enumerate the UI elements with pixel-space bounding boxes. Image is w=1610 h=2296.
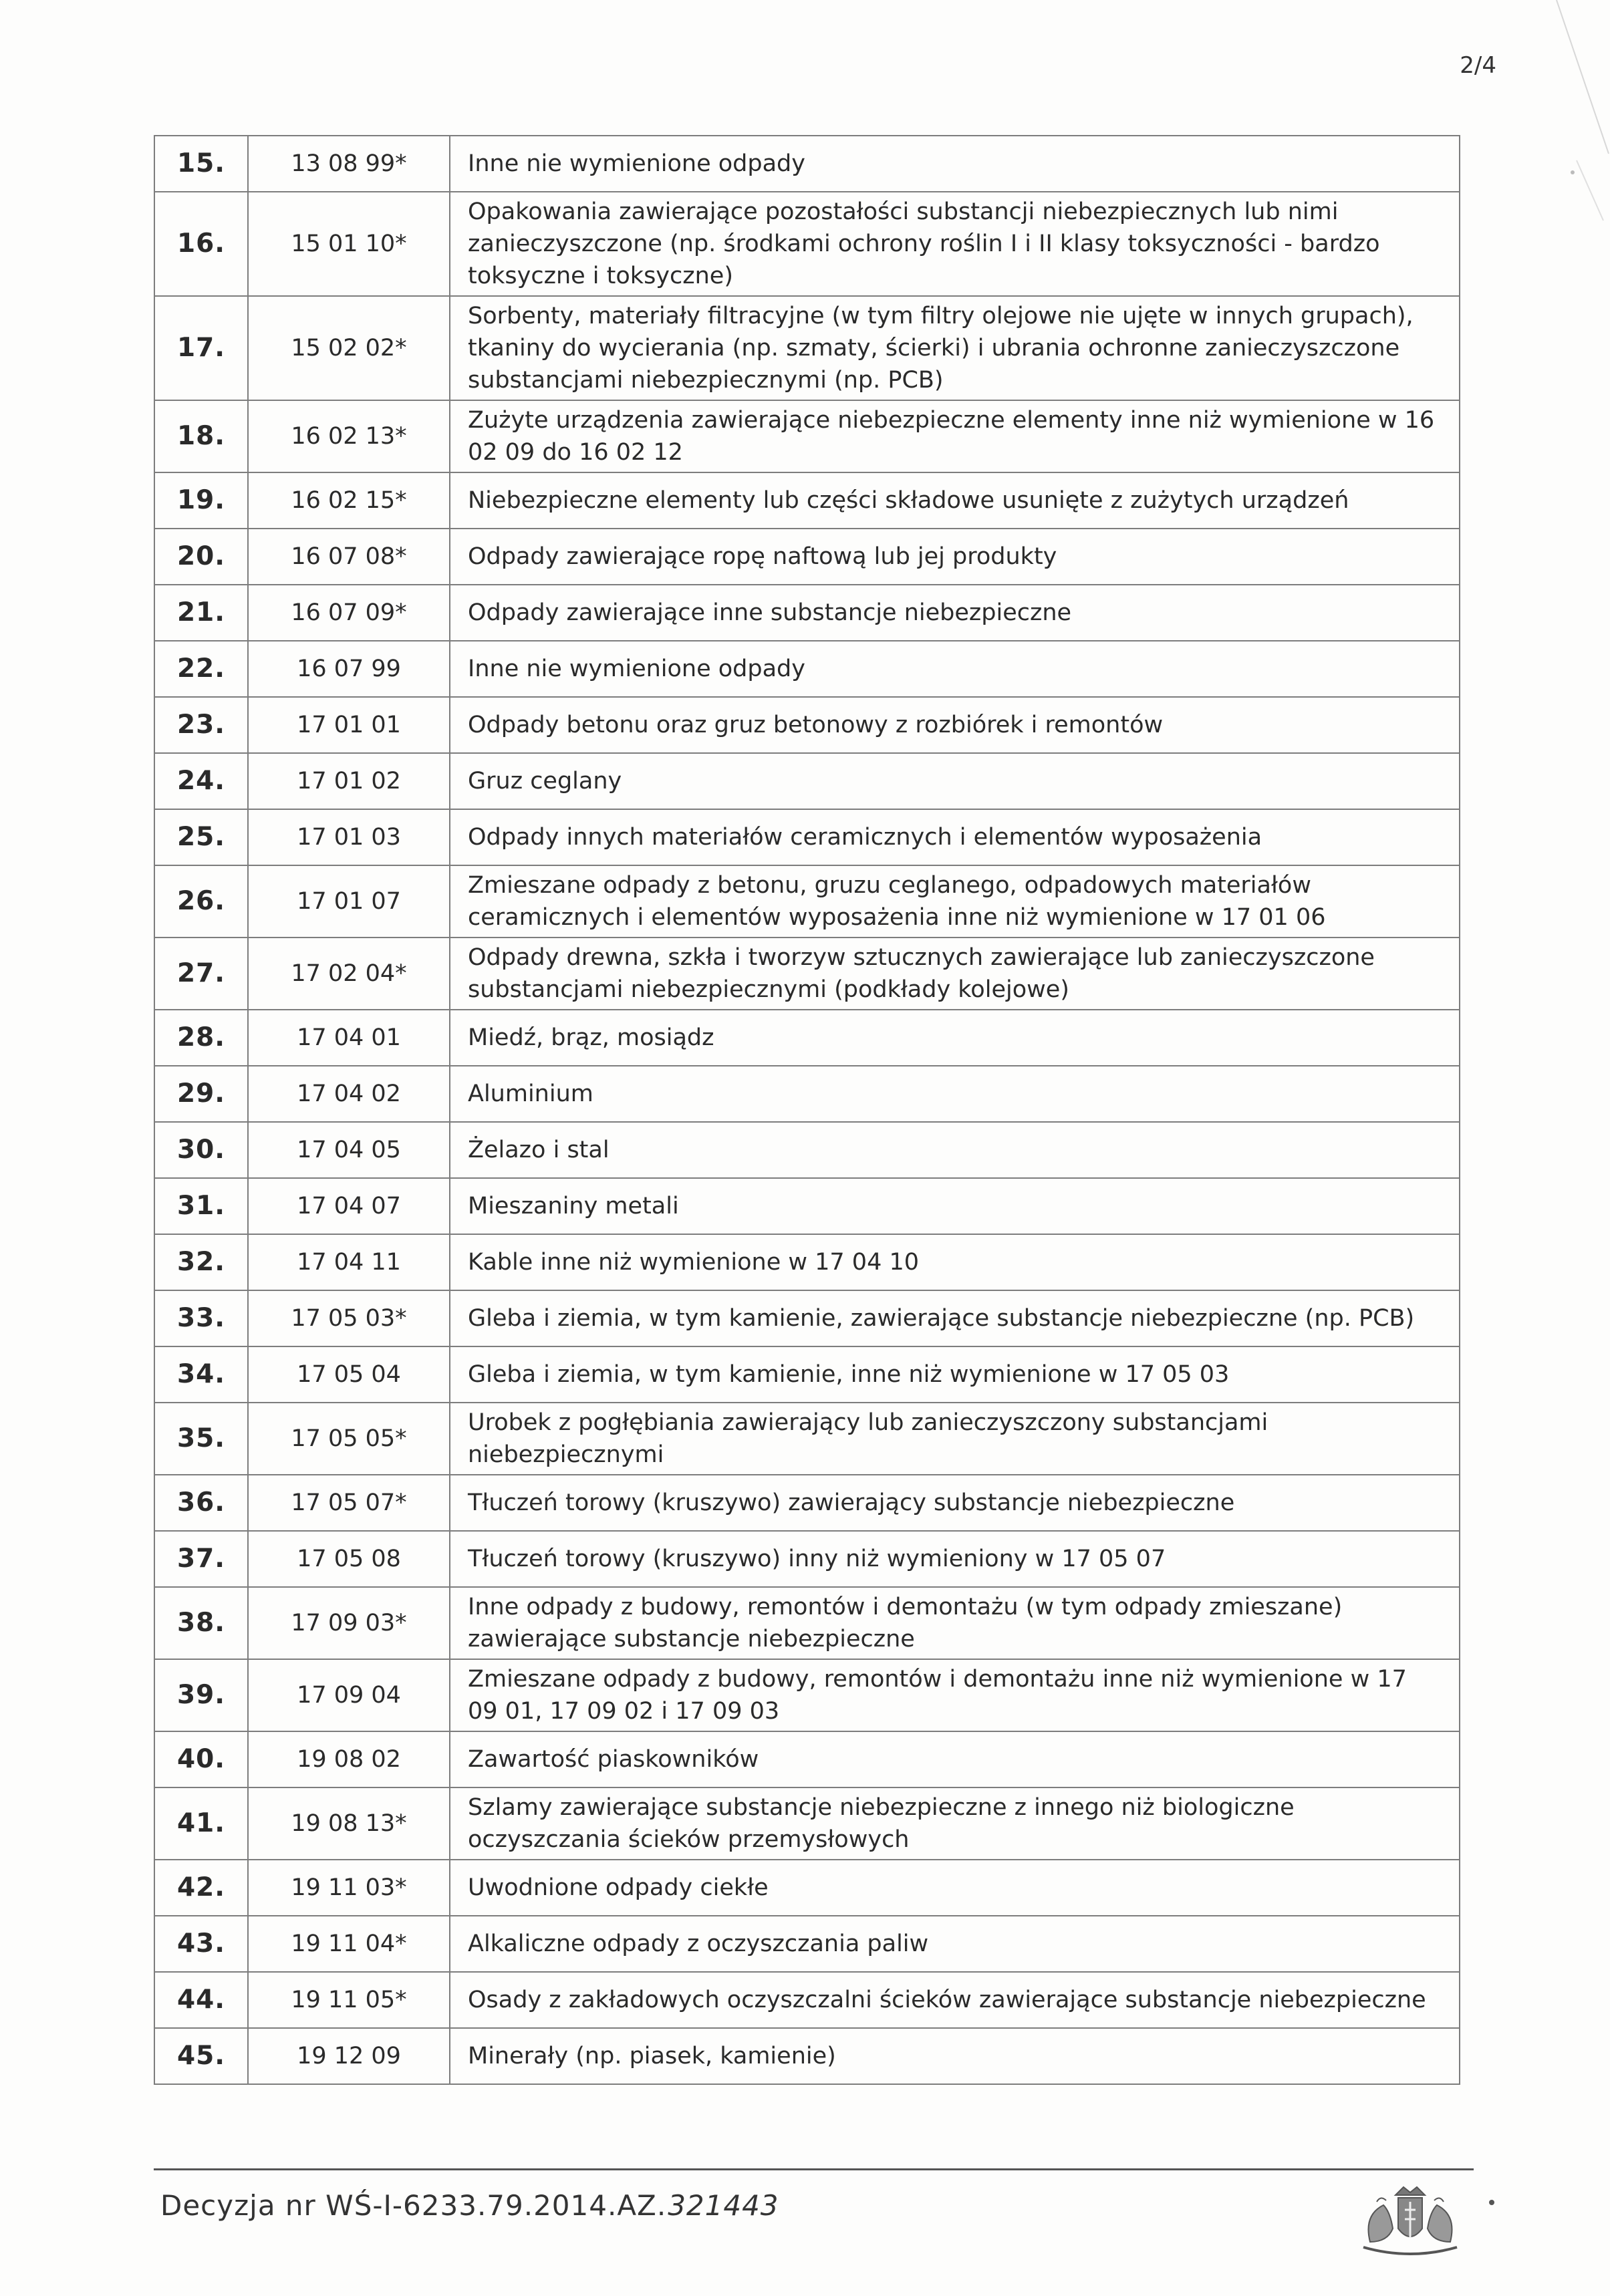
table-row: [154, 1475, 1460, 1531]
footer-divider: [154, 2168, 1474, 2170]
waste-code: 17 04 11: [248, 1234, 450, 1290]
waste-code: 16 07 08*: [248, 529, 450, 585]
waste-code: 17 04 05: [248, 1122, 450, 1178]
waste-code: 17 05 07*: [248, 1475, 450, 1531]
table-row: [154, 529, 1460, 585]
waste-description: Odpady zawierające inne substancje niebezpieczne: [450, 585, 1460, 641]
waste-description: Inne nie wymienione odpady: [450, 136, 1460, 192]
row-number: 34.: [154, 1346, 248, 1403]
waste-description: Zmieszane odpady z budowy, remontów i demontażu inne niż wymienione w 17 09 01, 17 09 02 i 17 09 03: [450, 1659, 1460, 1731]
waste-code: 17 05 03*: [248, 1290, 450, 1346]
row-number: 30.: [154, 1122, 248, 1178]
table-row: [154, 296, 1460, 400]
table-row: [154, 192, 1460, 296]
waste-code: 15 01 10*: [248, 192, 450, 296]
waste-description: Żelazo i stal: [450, 1122, 1460, 1178]
waste-description: Urobek z pogłębiania zawierający lub zanieczyszczony substancjami niebezpiecznymi: [450, 1403, 1460, 1475]
waste-description: Mieszaniny metali: [450, 1178, 1460, 1234]
table-row: [154, 1403, 1460, 1475]
waste-code: 17 09 03*: [248, 1587, 450, 1659]
waste-code: 17 01 03: [248, 809, 450, 865]
waste-code: 19 11 05*: [248, 1972, 450, 2028]
waste-code: 17 05 04: [248, 1346, 450, 1403]
table-row: [154, 1916, 1460, 1972]
waste-code: 17 04 01: [248, 1010, 450, 1066]
table-row: [154, 1066, 1460, 1122]
table-row: [154, 1234, 1460, 1290]
table-row: [154, 136, 1460, 192]
waste-code: 19 08 02: [248, 1731, 450, 1787]
row-number: 35.: [154, 1403, 248, 1475]
row-number: 33.: [154, 1290, 248, 1346]
waste-description: Aluminium: [450, 1066, 1460, 1122]
table-row: [154, 1122, 1460, 1178]
row-number: 32.: [154, 1234, 248, 1290]
waste-code: 16 02 15*: [248, 472, 450, 529]
waste-description: Uwodnione odpady ciekłe: [450, 1860, 1460, 1916]
row-number: 28.: [154, 1010, 248, 1066]
waste-code: 16 07 99: [248, 641, 450, 697]
scan-corner-mark: [1530, 0, 1610, 267]
table-row: [154, 1860, 1460, 1916]
waste-code: 17 05 05*: [248, 1403, 450, 1475]
waste-description: Zmieszane odpady z betonu, gruzu ceglanego, odpadowych materiałów ceramicznych i elementów wyposażenia inne niż wymienione w 17 01 06: [450, 865, 1460, 938]
table-row: [154, 1531, 1460, 1587]
table-row: [154, 1731, 1460, 1787]
table-row: [154, 472, 1460, 529]
waste-code: 19 11 03*: [248, 1860, 450, 1916]
row-number: 39.: [154, 1659, 248, 1731]
table-row: [154, 2028, 1460, 2084]
table-row: [154, 938, 1460, 1010]
table-row: [154, 809, 1460, 865]
row-number: 15.: [154, 136, 248, 192]
row-number: 41.: [154, 1787, 248, 1860]
table-row: [154, 1972, 1460, 2028]
row-number: 21.: [154, 585, 248, 641]
waste-description: Odpady zawierające ropę naftową lub jej produkty: [450, 529, 1460, 585]
waste-description: Szlamy zawierające substancje niebezpieczne z innego niż biologiczne oczyszczania ścieków przemysłowych: [450, 1787, 1460, 1860]
waste-code: 17 04 07: [248, 1178, 450, 1234]
waste-code: 16 02 13*: [248, 400, 450, 472]
row-number: 37.: [154, 1531, 248, 1587]
waste-description: Tłuczeń torowy (kruszywo) inny niż wymieniony w 17 05 07: [450, 1531, 1460, 1587]
waste-description: Gleba i ziemia, w tym kamienie, inne niż wymienione w 17 05 03: [450, 1346, 1460, 1403]
waste-description: Miedź, brąz, mosiądz: [450, 1010, 1460, 1066]
waste-code: 19 11 04*: [248, 1916, 450, 1972]
stamp-number: 321443: [668, 2189, 779, 2222]
waste-description: Odpady drewna, szkła i tworzyw sztucznych zawierające lub zanieczyszczone substancjami niebezpiecznymi (podkłady kolejowe): [450, 938, 1460, 1010]
waste-description: Zawartość piaskowników: [450, 1731, 1460, 1787]
table-row: [154, 697, 1460, 753]
decision-footer: [160, 2189, 779, 2222]
table-row: [154, 753, 1460, 809]
waste-description: Osady z zakładowych oczyszczalni ścieków zawierające substancje niebezpieczne: [450, 1972, 1460, 2028]
gdansk-coat-of-arms-icon: [1343, 2175, 1477, 2262]
waste-code: 19 08 13*: [248, 1787, 450, 1860]
table-row: [154, 1346, 1460, 1403]
row-number: 25.: [154, 809, 248, 865]
table-row: [154, 1587, 1460, 1659]
scan-dot: [1489, 2200, 1494, 2205]
table-row: [154, 641, 1460, 697]
row-number: 23.: [154, 697, 248, 753]
waste-description: Minerały (np. piasek, kamienie): [450, 2028, 1460, 2084]
row-number: 44.: [154, 1972, 248, 2028]
row-number: 22.: [154, 641, 248, 697]
row-number: 38.: [154, 1587, 248, 1659]
waste-code: 17 02 04*: [248, 938, 450, 1010]
waste-description: Opakowania zawierające pozostałości substancji niebezpiecznych lub nimi zanieczyszczone (np. środkami ochrony roślin I i II klasy toksyczności - bardzo toksyczne i toksyczne): [450, 192, 1460, 296]
waste-description: Sorbenty, materiały filtracyjne (w tym filtry olejowe nie ujęte w innych grupach), tkaniny do wycierania (np. szmaty, ścierki) i ubrania ochronne zanieczyszczone substancjami niebezpiecznymi (np. PCB): [450, 296, 1460, 400]
waste-code: 17 05 08: [248, 1531, 450, 1587]
row-number: 16.: [154, 192, 248, 296]
waste-description: Gleba i ziemia, w tym kamienie, zawierające substancje niebezpieczne (np. PCB): [450, 1290, 1460, 1346]
waste-description: Niebezpieczne elementy lub części składowe usunięte z zużytych urządzeń: [450, 472, 1460, 529]
row-number: 45.: [154, 2028, 248, 2084]
waste-code: 19 12 09: [248, 2028, 450, 2084]
waste-description: Odpady betonu oraz gruz betonowy z rozbiórek i remontów: [450, 697, 1460, 753]
waste-description: Tłuczeń torowy (kruszywo) zawierający substancje niebezpieczne: [450, 1475, 1460, 1531]
row-number: 43.: [154, 1916, 248, 1972]
table-row: [154, 1787, 1460, 1860]
row-number: 40.: [154, 1731, 248, 1787]
waste-description: Gruz ceglany: [450, 753, 1460, 809]
row-number: 27.: [154, 938, 248, 1010]
row-number: 31.: [154, 1178, 248, 1234]
waste-description: Inne nie wymienione odpady: [450, 641, 1460, 697]
row-number: 36.: [154, 1475, 248, 1531]
table-row: [154, 1659, 1460, 1731]
table-row: [154, 1178, 1460, 1234]
waste-code: 17 04 02: [248, 1066, 450, 1122]
waste-code: 17 09 04: [248, 1659, 450, 1731]
table-row: [154, 1010, 1460, 1066]
row-number: 18.: [154, 400, 248, 472]
row-number: 42.: [154, 1860, 248, 1916]
table-row: [154, 400, 1460, 472]
waste-description: Alkaliczne odpady z oczyszczania paliw: [450, 1916, 1460, 1972]
table-row: [154, 865, 1460, 938]
waste-code: 16 07 09*: [248, 585, 450, 641]
waste-code: 13 08 99*: [248, 136, 450, 192]
waste-description: Inne odpady z budowy, remontów i demontażu (w tym odpady zmieszane) zawierające substancje niebezpieczne: [450, 1587, 1460, 1659]
waste-code: 17 01 01: [248, 697, 450, 753]
row-number: 24.: [154, 753, 248, 809]
waste-description: Odpady innych materiałów ceramicznych i elementów wyposażenia: [450, 809, 1460, 865]
decision-number: Decyzja nr WŚ-I-6233.79.2014.AZ.: [160, 2189, 667, 2222]
waste-code: 15 02 02*: [248, 296, 450, 400]
waste-code: 17 01 02: [248, 753, 450, 809]
waste-description: Kable inne niż wymienione w 17 04 10: [450, 1234, 1460, 1290]
row-number: 26.: [154, 865, 248, 938]
row-number: 29.: [154, 1066, 248, 1122]
waste-code: 17 01 07: [248, 865, 450, 938]
waste-description: Zużyte urządzenia zawierające niebezpieczne elementy inne niż wymienione w 16 02 09 do 16 02 12: [450, 400, 1460, 472]
row-number: 19.: [154, 472, 248, 529]
page-number: 2/4: [1460, 52, 1496, 79]
waste-codes-table: [154, 135, 1460, 2085]
table-row: [154, 1290, 1460, 1346]
row-number: 20.: [154, 529, 248, 585]
row-number: 17.: [154, 296, 248, 400]
table-row: [154, 585, 1460, 641]
